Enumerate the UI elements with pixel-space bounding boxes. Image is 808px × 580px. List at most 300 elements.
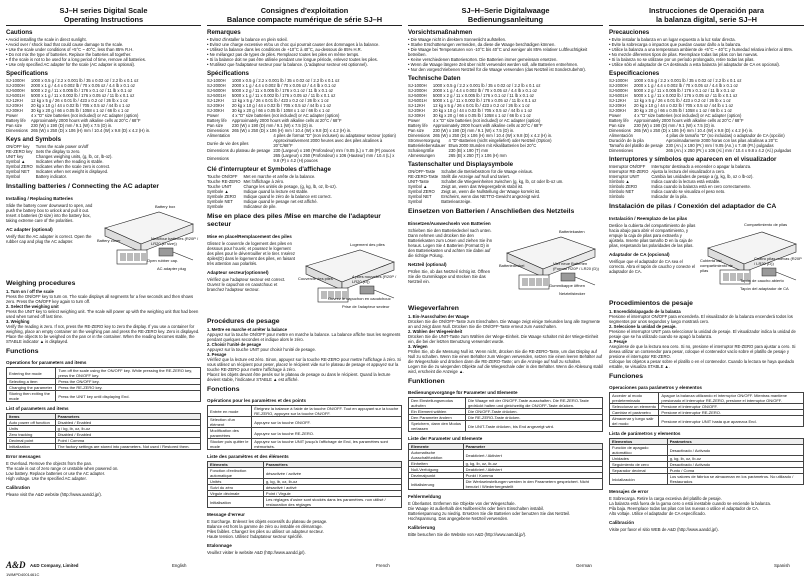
row-label: Símbolo ZERO <box>609 184 638 189</box>
row-value: Die Waage mit der ON/OFF-Taste ausschalten. Die RE-ZERO-Taste gedrückt halten und gleichzeitig die ON/OFF-Taste drücken. <box>466 398 603 409</box>
page-title <box>207 6 402 26</box>
row-label: Dimensions <box>207 155 229 161</box>
list-line: • Evite instalar la balanza en un lugar expuesto a la luz solar directa. <box>609 37 736 42</box>
row-label: Symbol <box>6 174 20 179</box>
table-row <box>408 199 566 204</box>
table-row <box>409 421 603 432</box>
row-label: Interruptor ON/OFF <box>609 164 646 169</box>
footer-lang-spanish: Spanish <box>774 563 790 568</box>
row-label: Entering the mode <box>7 368 56 379</box>
row-label: Función de apagado automático <box>610 445 668 456</box>
row-value: The factory settings are stored into parameters. Not used / Restored them. <box>55 444 200 450</box>
row-value: Point / Virgule <box>263 491 401 497</box>
row-label: Durée de vie des piles <box>207 140 249 146</box>
row-value: 2000 x 1 g / 4.4 x 0.002 lb / 70 x 0.05 oz / 4.4 lb x 0.1 oz <box>231 83 336 88</box>
list-line: 1. Encendido/apagado de la balanza <box>609 309 681 314</box>
row-value: 5000 x 1 g / 11 x 0.002 lb / 176 x 0.05 oz / 11 lb x 0.1 oz <box>30 93 135 98</box>
list-line: • Utilisez la balance dans les conditions de +10°C à 40°C, au-dessous de 85% H.R. <box>207 47 362 52</box>
row-label: Alimentation <box>207 133 231 138</box>
install-text: Glissez le couvercle de logement des piles en dessous pour l'ouvrir, et poussez le logement des piles pour le déverrouiller et le tirer. Insérez 4piles(D) dans le logement des piles, en faisant très attention aux polarités. <box>207 241 295 266</box>
calibration-heading: Etalonnage <box>207 543 232 548</box>
list-line: • Keine verschiedenen Batteriesorten. Die Batterien immer gemeinsam ersetzen. <box>408 57 558 62</box>
row-value: g, kg, lb, oz, lb-oz <box>667 456 803 462</box>
list-line: Prüfen Sie, ob die Messung Null ist. Wenn nicht, drücken Sie die RE-ZERO-Taste, um das Display auf Null zu schalten. Wenn Sie einen Behälter zum Wiegen verwenden, setzen Sie einen leeren Behälter auf die Wiegeschale und drücken dann die RE-ZERO-Taste; um die Anzeige auf Null zu schalten. <box>408 349 603 364</box>
row-value: Indicates when the scale zero is correct. <box>35 164 111 169</box>
table-row <box>207 204 340 209</box>
row-label: Stocker puis quitter le mode <box>208 439 252 450</box>
row-label: Den Einstellungsmodus aufrufen <box>409 398 466 409</box>
row-value: Apague la balanza utilizando el interruptor ON/OFF. Mientras mantiene presionado el interruptor RE-ZERO, presione el interruptor ON/OFF. <box>659 393 804 404</box>
row-value: 12 kg x 5 g / 26 x 0.01 lb / 423 x 0.2 oz / 26 lb x 1 oz <box>633 98 731 103</box>
row-value: Interruptor destinado a encender o apagar la balanza. <box>651 164 752 169</box>
specifications-heading: Specifications <box>6 70 48 77</box>
row-label: SJ-12KH <box>609 98 626 103</box>
row-label: Symbole <box>207 204 224 209</box>
row-label: Seguimiento de cero <box>610 462 668 468</box>
calibration-text: Veuillez visiter le website A&D (http://www.aandd.jp/). <box>207 550 306 555</box>
row-label: Símbolo ▲ <box>609 179 630 184</box>
row-value: Die UNIT-Taste drücken, bis End angezeigt wird. <box>466 421 603 432</box>
table-header-cell: Paramètres <box>263 462 401 468</box>
list-line: Alto voltaje. Utilice el adaptador de CA especificado. <box>609 511 706 516</box>
row-value: 4 x "D" size batteries (not included) or AC adapter (option) <box>633 113 742 118</box>
row-label: SJ-20KH <box>408 108 425 113</box>
specifications-extra <box>609 133 794 153</box>
row-value: 265 (W) x 250 (D) x 106 (H) mm / 10.4 (W) x 9.8 (D) x 4.2 (H) in. <box>633 128 754 133</box>
row-value: Ajusta la lectura del visualizador a cero. <box>651 169 726 174</box>
row-value: Indicateur de pile. <box>243 204 277 209</box>
row-value: 4 "D"-Batterien (nicht eingeliefert) oder Netzteil (Option) <box>448 138 552 143</box>
row-value: Schaltet die Wiegeeinheiten zwischen (g, kg, lb, oz oder lb-oz um. <box>441 179 564 184</box>
row-value: Turn off the scale using the ON/OFF key. While pressing the RE-ZERO key, press the ON/OFF key. <box>56 368 201 379</box>
row-value: Zeigt an, wenn das Wiegeergebnis stabil ist. <box>441 184 524 189</box>
ac-text: Verify that the AC adapter is correct. Open the rubber cap and plug the AC adapter. <box>6 234 92 244</box>
list-line: Asegúrese de que la lectura sea cero. Si no, presione el interruptor RE-ZERO para ajustar a cero. Si desea utilizar un contenedor para pesar, coloque el contenedor vacío sobre el platillo de pesaje y presione el interruptor RE-ZERO. <box>609 344 796 359</box>
row-value: 12 kg x 5 g / 26 x 0.01 lb / 423 x 0.2 oz / 26 lb x 1 oz <box>30 98 128 103</box>
row-value: 2000 x 1 g / 4.4 x 0.002 lb / 70 x 0.05 oz / 4.4 lb x 0.1 oz <box>30 83 135 88</box>
row-value: Press the ON/OFF key. <box>56 379 201 385</box>
parameters-table <box>6 413 201 450</box>
row-value: Disabled / Enabled <box>55 420 200 426</box>
row-label: Storing then exiting the mode <box>7 391 56 402</box>
row-label: Dimensions <box>207 128 229 133</box>
row-label: Símbolo NET <box>609 189 634 194</box>
row-value: 5000 x 2 g / 11 x 0.005 lb / 176 x 0.1 oz / 11 lb x 0.1 oz <box>432 93 534 98</box>
list-line: High voltage. Use the specified AC adapter. <box>6 476 87 481</box>
keys-heading: Interruptores y símbolos que aparecen en el visualizador <box>609 156 777 163</box>
weighing-steps <box>609 309 804 369</box>
company-logo: A&D <box>6 560 26 570</box>
operations-heading: Opérations pour les paramètres et des points <box>207 398 307 403</box>
row-value: 230 (W) x 190 (D) mm / 9.1 (W) x 7.5 (D) in. <box>633 123 716 128</box>
cautions-list <box>609 37 804 67</box>
table-row <box>409 398 603 409</box>
operations-table <box>207 405 402 450</box>
row-label: Alimentación <box>609 133 633 138</box>
row-label: Symbol ZERO <box>6 164 33 169</box>
row-label: Power <box>207 113 219 118</box>
row-value: Approximativement 2000 heures avec des piles alcalines à 20°C/68°F <box>273 138 383 148</box>
row-label: SJ-5001H <box>207 93 226 98</box>
row-label: Einheiten <box>409 461 464 467</box>
row-label: SJ-12KH <box>207 98 224 103</box>
row-label: Touche ON/OFF <box>207 174 238 179</box>
list-line: E Sobrecarga. Retire la carga excesiva del platillo de pesaje. <box>609 496 722 501</box>
row-label: Pan size <box>207 123 224 128</box>
row-value: 4 x "D" size batteries (not included) or AC adapter (option) <box>231 113 340 118</box>
row-value: Deaktiviert / Aktiviert <box>463 450 602 461</box>
row-label: Null-Verfolgung <box>409 467 464 473</box>
page-title <box>408 6 603 26</box>
fig-label-ac-plug: Tapón del adaptador de CA <box>740 286 789 291</box>
row-value: Éteignez la balance à l'aide de la touche ON/OFF. Tout en appuyant sur la touche RE-ZERO, appuyez sur la touche ON/OFF. <box>252 406 402 417</box>
row-value: Change les unités de pesage, (g, kg, lb, oz, lb-oz). <box>243 184 337 189</box>
page-title <box>609 6 804 26</box>
functions-heading: Functions <box>6 348 39 355</box>
list-line: 3. Pesaje <box>609 339 627 344</box>
row-value: 2000 x 1 g / 4.4 x 0.002 lb / 70 x 0.05 oz / 4.4 lb x 0.1 oz <box>432 88 537 93</box>
row-label: Almacenar y luego salir del modo <box>610 416 659 427</box>
row-value: 5000 x 1 g / 11 x 0.002 lb / 176 x 0.05 oz / 11 lb x 0.1 oz <box>432 98 537 103</box>
row-value: Presione el interruptor RE-ZERO. <box>659 410 804 416</box>
list-line: 1. Turn on / off the scale <box>6 289 54 294</box>
fig-label-new-batteries: 4 piles nouvelles (R20P / LR20 (D)) <box>352 274 397 284</box>
row-label: Modification des paramètres <box>208 428 252 439</box>
row-value: Indicador de la pila. <box>651 194 688 199</box>
list-line: Die Waage ist außerhalb des Nullbereichs oder beim Einschalten instabil. <box>408 506 545 511</box>
row-value: 5000 x 1 g / 11 x 0.002 lb / 176 x 0.05 oz / 11 lb x 0.1 oz <box>633 93 738 98</box>
row-label: Selecting a item <box>7 379 56 385</box>
row-label: Automatische Ausschaltfunktion <box>409 450 464 461</box>
parameters-heading: Liste der Parameter und Elemente <box>408 436 483 441</box>
specifications-table <box>207 78 354 133</box>
row-value: Die Werkseinstellungen werden in den Parametern gespeichert. Nicht benutzt / Wiederhergestellt <box>463 479 602 490</box>
errors-list <box>6 461 201 481</box>
row-label: Symbol ▲ <box>408 184 428 189</box>
table-row <box>6 128 153 133</box>
errors-list <box>408 501 603 521</box>
footer-lang-french: French <box>376 563 390 568</box>
list-line: Legen Sie die zu wiegenden Objekte auf die Wiegeschale oder in den Behälter. Wenn die Ablesung stabil wird, erscheint die Anzeige ▲. <box>408 364 603 374</box>
row-label: Inicialización <box>610 474 668 485</box>
calibration-text: Visite por favor el sitio WEB de A&D (http://www.aandd.jp/). <box>609 527 719 532</box>
row-label: Dimensiones <box>609 148 634 153</box>
fig-label-rubber-cap: Tapón de caucho abierto <box>740 278 784 283</box>
row-label: SJ-2000H <box>6 83 25 88</box>
row-label: SJ-5000H <box>408 93 427 98</box>
list-line: E Überlastet. Entfernen Sie Objekte von der Wiegeschale. <box>408 501 516 506</box>
row-label: SJ-30KH <box>609 108 626 113</box>
install-subheading: Mise en place/Remplacement des piles <box>207 234 292 239</box>
row-value: Presione el interruptor ON/OFF. <box>659 404 804 410</box>
row-value: Indica cuando la lectura está estable. <box>651 179 721 184</box>
row-value: 1000 x 0.5 g / 2.2 x 0.001 lb / 35 x 0.02 oz / 2.2 lb x 0.1 oz <box>30 78 139 83</box>
row-label: SJ-5000H <box>207 88 226 93</box>
title-line-1: Instrucciones de Operación para <box>648 6 764 15</box>
row-label: Battery life <box>207 118 227 123</box>
errors-list <box>609 496 804 516</box>
title-line-1: Consignes d'exploitation <box>260 6 349 15</box>
title-line-2: Operating Instructions <box>63 15 144 24</box>
row-value: 4 x "D" size batteries (not included) or AC adapter (option) <box>30 113 139 118</box>
row-label: Dimensions <box>408 133 430 138</box>
title-line-2: la balanza digital, serie SJ–H <box>655 15 758 24</box>
table-header-cell: Items <box>7 414 56 420</box>
weighing-heading: Wiegeverfahren <box>408 305 459 312</box>
table-row <box>208 468 402 479</box>
row-label: Symbol NET <box>6 169 30 174</box>
row-label: Acceder al modo predeterminado <box>610 393 659 404</box>
row-value: Approximately 2000 hours with alkaline cells at 20°C / 68°F <box>633 118 744 123</box>
fig-label-new-batteries: Vier neue Batterien (Format R20P / LR20 (D)) <box>553 261 599 271</box>
table-row <box>610 393 804 404</box>
row-label: SJ-12KH <box>6 98 23 103</box>
row-value: g, kg, lb, oz, lb-oz <box>263 479 401 485</box>
list-line: E Overload. Remove the objects from the pan. <box>6 461 93 466</box>
row-label: SJ-30KH <box>6 108 23 113</box>
row-label: Tamaño del platillo de pesaje <box>609 143 664 148</box>
row-label: Symbol NET <box>408 194 432 199</box>
list-line: The scale is out of zero range or unstable when powered on. <box>6 466 119 471</box>
row-label: SJ-5000H <box>6 88 25 93</box>
row-label: ON/OFF-Taste <box>408 169 436 174</box>
keys-heading: Tastenschalter und Displaysymbole <box>408 161 514 168</box>
row-value: 20 kg x 10 g / 44 x 0.02 lb / 705 x 0.5 oz / 44 lb x 1 oz <box>30 103 131 108</box>
row-label: Battery life <box>408 123 428 128</box>
list-line: • Starke Erschütterungen vermeiden, da diese die Waage beschädigen können. <box>408 42 556 47</box>
row-label: Dimensions <box>6 128 28 133</box>
row-label: Entrée en mode <box>208 406 252 417</box>
row-label: SJ-20KH <box>609 103 626 108</box>
row-label: Initialisierung <box>409 479 464 490</box>
company-name: A&D Company, Limited <box>30 563 79 568</box>
install-heading: Einsetzen von Batterien / Anschließen des Netzteils <box>408 208 575 215</box>
row-label: SJ-30KH <box>408 113 425 118</box>
table-row <box>208 497 402 508</box>
row-value: Etwa 2000 Stunden mit Alkalibatterien bei 20°C <box>448 143 537 148</box>
row-label: Schalengröße <box>408 148 435 153</box>
row-label: SJ-5001H <box>609 93 628 98</box>
row-label: Touche UNIT <box>207 184 232 189</box>
fig-label-battery-cover: Battery cover <box>97 238 121 243</box>
cautions-list <box>207 37 402 67</box>
row-label: SJ-1000H <box>207 78 226 83</box>
list-line: • Utilice la balanza a una temperatura ambiente de +5°C ~ 40°C y humedad relativa inferior al 85%. <box>609 47 794 52</box>
fig-label-battery-cover: Batteriedeckel <box>499 263 525 268</box>
table-row <box>208 417 402 428</box>
row-value: 20 kg x 10 g / 44 x 0.02 lb / 705 x 0.5 oz / 44 lb x 1 oz <box>231 103 332 108</box>
keys-heading: Clé d'interrupteur et Symboles d'affichage <box>207 166 331 173</box>
fig-label-battery-box: Batteriekasten <box>559 229 585 234</box>
operations-table <box>6 367 201 402</box>
row-label: SJ-20KH <box>6 103 23 108</box>
battery-figure <box>499 219 603 299</box>
list-line: • Avoid installing the scale in direct sunlight. <box>6 37 87 42</box>
row-value: 1000 x 0.5 g / 2.2 x 0.001 lb / 35 x 0.02 oz / 2.2 lb x 0.1 oz <box>432 83 541 88</box>
list-line: 3. Wiegen <box>408 344 428 349</box>
list-line: 2. Select the weighing unit <box>6 304 59 309</box>
row-value: Met en marche et arrête de la balance. <box>243 174 316 179</box>
row-value: Indique quand le pesage net est affiché. <box>243 199 318 204</box>
row-label: Battery life <box>6 118 26 123</box>
row-label: RE-ZERO key <box>6 149 33 154</box>
list-line: Hochspannung. Das angegebene Netzteil verwenden. <box>408 516 509 521</box>
row-value: Turns the scale power on/off <box>35 144 89 149</box>
table-row <box>610 445 804 456</box>
parameters-table <box>609 438 804 485</box>
errors-heading: Message d'erreur <box>207 512 245 517</box>
fig-label-rubber-cap: Gummikappe öffnen <box>549 283 585 288</box>
calibration-heading: Calibración <box>609 520 635 525</box>
row-value: Appuyez sur la touche UNIT jusqu'à l'affichage de End, les paramètres sont mémorisés. <box>252 439 402 450</box>
keys-table <box>207 174 340 209</box>
list-line: • Utilice sólo el adaptador de CA destinado a esta balanza (el adaptador de CA es opcional). <box>609 62 780 67</box>
list-line: • If the scale is not to be used for a long period of time, remove all batteries. <box>6 57 146 62</box>
list-line: • Evitez une charge excessive et/ou un choc qui pourrait causer des dommages à la balance. <box>207 42 380 47</box>
install-text: Deslice la cubierta del compartimiento de pilas hacia abajo para abrir el compartimiento, y empuje la caja de pilas para extraerla y ajústela. Inserte pilas tamaño D en la caja de pilas, respetando las polaridades de las pilas. <box>609 223 696 248</box>
table-row <box>208 439 402 450</box>
row-label: Initialization <box>7 444 56 450</box>
table-row <box>409 450 603 461</box>
specifications-extra <box>408 138 555 158</box>
row-value: 265 (W) x 250 (D) x 106 (H) mm / 10.4 (W) x 9.8 (D) x 4.2 (H) in. <box>231 128 352 133</box>
list-line: • N'utilisez que l'adaptateur secteur pour la balance. (L'adapteur secteur est optionnel). <box>207 62 368 67</box>
calibration-heading: Calibration <box>6 485 30 490</box>
title-line-2: Balance compacte numérique de série SJ–H <box>226 15 383 24</box>
row-value: 265 (B) x 250 (T) x 106 (H) mm <box>448 153 507 158</box>
list-line: 1. Ein-/Ausschalten der Waage <box>408 314 469 319</box>
row-value: Indique quand la lecture est stable. <box>243 189 309 194</box>
table-row <box>408 153 555 158</box>
cautions-heading: Remarques <box>207 29 241 36</box>
fig-label-battery-cover: Couvercle des piles <box>298 276 333 281</box>
row-value: 2000 x 1 g / 4.4 x 0.002 lb / 70 x 0.05 oz / 4.4 lb x 0.1 oz <box>633 83 738 88</box>
row-label: Separador decimal <box>610 468 668 474</box>
footer-lang-german: German <box>576 563 592 568</box>
row-value: Die RE-ZERO-Taste drücken. <box>466 415 603 421</box>
ac-subheading: Netzteil (optional) <box>408 262 447 267</box>
list-line: Drücken Sie die UNIT-Taste zum Wählen der Wiege-Einheit. Die Waage schaltet mit der Wiege-Einheit ein, die bei der letzten Benutzung verwendet wurde. <box>408 334 599 344</box>
table-row <box>610 416 804 427</box>
row-label: Suivi du zéro <box>208 485 264 491</box>
parameters-heading: Liste des paramètres et des éléments <box>207 454 289 459</box>
table-row <box>7 391 201 402</box>
row-label: SJ-5001H <box>6 93 25 98</box>
list-line: E Surcharge. Enlevez les objets excessifs du plateau de pesage. <box>207 519 328 524</box>
list-line: Pila baja. Reemplace todas las pilas con las nuevas o utilice el adaptador de CA. <box>609 506 760 511</box>
list-line: Low battery. Replace batteries or use the AC adapter. <box>6 471 106 476</box>
row-label: Unités <box>208 479 264 485</box>
row-label: Symbol ZERO <box>408 189 435 194</box>
specifications-table <box>408 83 555 138</box>
keys-table <box>408 169 566 204</box>
fig-label-ac-plug: Netzteilstecker <box>559 291 586 296</box>
calibration-text: Bitte besuchen Sie die Website von A&D (http://www.aandd.jp/). <box>408 532 527 537</box>
table-row <box>7 444 201 450</box>
row-label: Unidades <box>610 456 668 462</box>
row-label: Fonction d'extinction automatique <box>208 468 264 479</box>
list-line: Vérifiez que la lecture est zéro. Sinon, appuyez sur la touche RE-ZERO pour mettre l'affichage à zéro. Si vous utilisez un récipient pour peser, placez le récipient vide sur le plateau de pesage et appuyez sur la touche RE-ZERO pour mettre l'affichage à zéro. <box>207 357 401 372</box>
table-row <box>609 148 794 153</box>
table-row <box>208 428 402 439</box>
row-label: Sélection d'un élément <box>208 417 252 428</box>
row-value: Erscheint, wenn das NETTO-Gewicht angezeigt wird. <box>441 194 541 199</box>
row-value: 230 (Largeur) x 190 (Profondeur) mm / 9.05 (L) x 7.48 (P) pouces <box>273 148 395 153</box>
parameters-table <box>207 461 402 508</box>
list-line: Haute tension. Utilisez l'adaptateur secteur spécifié. <box>207 534 303 539</box>
list-line: 2. Wählen der Wiegeeinheit <box>408 329 463 334</box>
row-label: Stromversorgung <box>408 138 441 143</box>
column-english <box>6 6 201 558</box>
list-line: • Evitez d'installer la balance en plein soleil. <box>207 37 288 42</box>
row-value: Indica cuando la balanza está en cero correctamente. <box>651 184 751 189</box>
errors-heading: Error messages <box>6 454 41 459</box>
row-label: Batterielebensdauer <box>408 143 446 148</box>
fig-label-new-batteries: New/four batteries (R20P / LR20 (D size)) <box>151 236 199 246</box>
errors-list <box>207 519 402 539</box>
row-value: Press the UNIT key until displaying End. <box>56 391 201 402</box>
functions-heading: Funktionen <box>408 378 445 385</box>
row-value: Indique quand le zéro de la balance est correct. <box>243 194 332 199</box>
cautions-list <box>408 37 603 72</box>
row-value: 1000 x 0.5 g / 2.2 x 0.001 lb / 35 x 0.02 oz / 2.2 lb x 0.1 oz <box>231 78 340 83</box>
row-label: Power <box>6 113 18 118</box>
row-value: 30 kg x 20 g / 66 x 0.05 lb / 1058 x 1 oz / 66 lb x 1 oz <box>30 108 129 113</box>
row-value: 230 (W) x 190 (D) mm / 9.1 (W) x 7.5 (D) in. <box>30 123 113 128</box>
row-value: Met l'affichage à zéro. <box>243 179 285 184</box>
table-row <box>409 479 603 490</box>
row-label: Initialisation <box>208 497 264 508</box>
row-value: Les réglages d'usine sont stockés dans les paramètres. non utilisé / restauration des réglages <box>263 497 401 508</box>
list-line: • Avoid over / shock load that could cause damage to the scale. <box>6 42 124 47</box>
list-line: Verify the reading is zero. If not, press the RE-ZERO key to zero the display. If you use a container for weighing, place an empty container on the weighing pan and press the RE-ZERO key. Zero is displayed. <box>6 324 200 334</box>
row-value: Indicates when net weight is displayed. <box>35 169 109 174</box>
list-line: Appuyez sur la touche ON/OFF pour mettre en marche la balance. La balance affiche tous les segments pendant quelques secondes et indique alors le zéro. <box>207 332 401 342</box>
row-value: 12 kg x 5 g / 26 x 0.01 lb / 423 x 0.2 oz / 26 lb x 1 oz <box>432 103 530 108</box>
list-line: Placez les objets devant être pesés sur le plateau de pesage ou dans le récipient. Quand la lecture devient stable, l'indicateur STABLE ▲ est affiché. <box>207 372 391 382</box>
row-label: Symbole ZERO <box>207 194 237 199</box>
install-text: Schieben Sie den Batteriedeckel nach unten. Dann nehmen und drücken Sie den Batteriekasten zum Lösen und ziehen Sie ihn heraus. Legen Sie 4 Batterien (Format D) in den Batteriekasten und achten Sie dabei auf die richtige Polung. <box>408 228 493 258</box>
install-heading: Instalación de pilas / Conexión del adaptador de CA <box>609 203 777 210</box>
specifications-table <box>609 78 756 133</box>
install-subheading: Einsetzen/Auswechseln von Batterien <box>408 221 491 226</box>
weighing-steps <box>207 327 402 382</box>
row-label: RE-ZERO-Taste <box>408 174 439 179</box>
row-label: SJ-5000H <box>609 88 628 93</box>
row-value: Battery indicator. <box>35 174 67 179</box>
row-value: 4 pilas de tamaño "D" (no incluidas) o adaptador de CA (opción) <box>666 133 785 138</box>
errors-heading: Fehlermeldung <box>408 494 441 499</box>
list-line: • Nur den vorgeschriebenen Netzteil für die Waage verwenden (das Netzteil ist Sonderzubehör). <box>408 67 586 72</box>
row-label: Dezimalpunkt <box>409 473 464 479</box>
list-line: Batteriespannung zu niedrig. Ersetzen Sie die Batterien oder benutzen Sie das Netzteil. <box>408 511 571 516</box>
row-label: Dimensions du plateau de pesage <box>207 148 271 153</box>
row-value: Disabled / Enabled <box>55 432 200 438</box>
row-value: désactivé / activé <box>263 485 401 491</box>
row-label: Touche RE-ZERO <box>207 179 241 184</box>
row-label: Battery life <box>609 118 629 123</box>
list-line: • No mezcle diferentes tipos de pilas. Reemplace todas las pilas con las nuevas. <box>609 52 759 57</box>
row-label: Interruptor UNIT <box>609 174 640 179</box>
list-line: Drücken Sie die ON/OFF-Taste zum Einschalten. Die Waage zeigt einige Sekunden lang alle Segmente an und zeigt dann Null. Drücken Sie die ON/OFF-Taste erneut zum Ausschalten. <box>408 319 601 329</box>
fig-label-battery-box: Logement des piles <box>350 242 385 247</box>
install-subheading: Installing / Replacing Batteries <box>6 196 73 201</box>
battery-figure <box>298 232 402 312</box>
list-line: Press the ON/OFF key to turn on. The scale displays all segments for a few seconds and then shows zero. Press the ON/OFF key again to turn off. <box>6 294 194 304</box>
row-value: 20 kg x 10 g / 44 x 0.02 lb / 705 x 0.5 oz / 44 lb x 1 oz <box>432 108 533 113</box>
install-heading: Installing batteries / Connecting the AC adapter <box>6 183 160 190</box>
row-label: Virgule décimale <box>208 491 264 497</box>
